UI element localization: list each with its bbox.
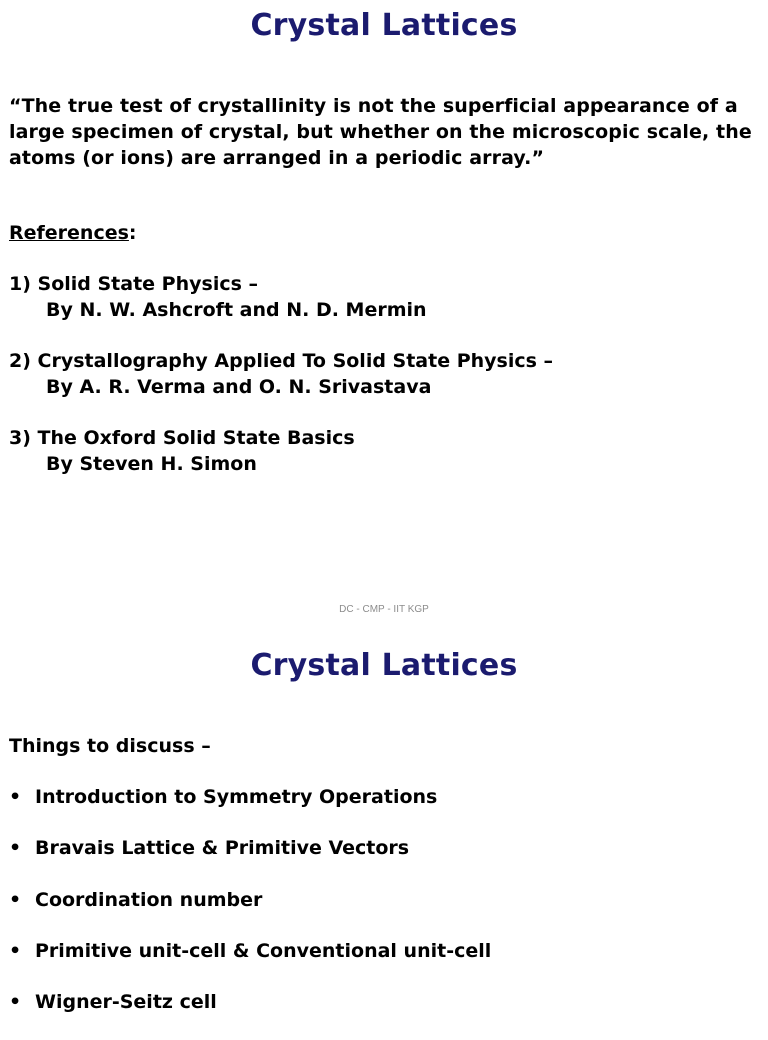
references-heading	[9, 220, 137, 246]
list-item	[9, 887, 491, 913]
reference-title: 2) Crystallography Applied To Solid State Physics –	[9, 350, 554, 372]
slide-2-title: Crystal Lattices	[250, 648, 518, 683]
reference-item	[9, 348, 553, 400]
reference-item	[9, 425, 355, 477]
bullet-icon: •	[9, 888, 22, 911]
reference-title: 3) The Oxford Solid State Basics	[9, 427, 355, 449]
slide-1-title: Crystal Lattices	[250, 8, 518, 43]
bullet-icon: •	[9, 939, 22, 962]
topic-text: Primitive unit-cell & Conventional unit-cell	[35, 939, 492, 962]
discussion-intro: Things to discuss –	[9, 735, 211, 757]
reference-authors: By N. W. Ashcroft and N. D. Mermin	[46, 299, 427, 321]
crystallinity-quote: “The true test of crystallinity is not the superficial appearance of a large specimen of crystal, but whether on the microscopic scale, the atoms (or ions) are arranged in a periodic array.”	[9, 95, 752, 169]
topic-text: Wigner-Seitz cell	[35, 991, 217, 1014]
reference-authors: By Steven H. Simon	[46, 453, 257, 475]
bullet-icon: •	[9, 991, 22, 1014]
references-heading-colon: :	[128, 222, 137, 244]
slide-footer: DC - CMP - IIT KGP	[339, 604, 429, 615]
slide-2	[0, 640, 768, 1024]
list-item	[9, 784, 491, 810]
reference-authors: By A. R. Verma and O. N. Srivastava	[46, 376, 432, 398]
reference-title: 1) Solid State Physics –	[9, 273, 259, 295]
list-item	[9, 989, 491, 1015]
topic-text: Bravais Lattice & Primitive Vectors	[35, 837, 410, 860]
topic-text: Coordination number	[35, 888, 263, 911]
bullet-icon: •	[9, 786, 22, 808]
topic-text: Introduction to Symmetry Operations	[35, 786, 438, 808]
references-heading-text: References	[9, 222, 129, 244]
list-item	[9, 938, 491, 964]
bullet-icon: •	[9, 837, 22, 860]
topic-list	[9, 784, 491, 1040]
reference-item	[9, 271, 427, 323]
list-item	[9, 835, 491, 861]
